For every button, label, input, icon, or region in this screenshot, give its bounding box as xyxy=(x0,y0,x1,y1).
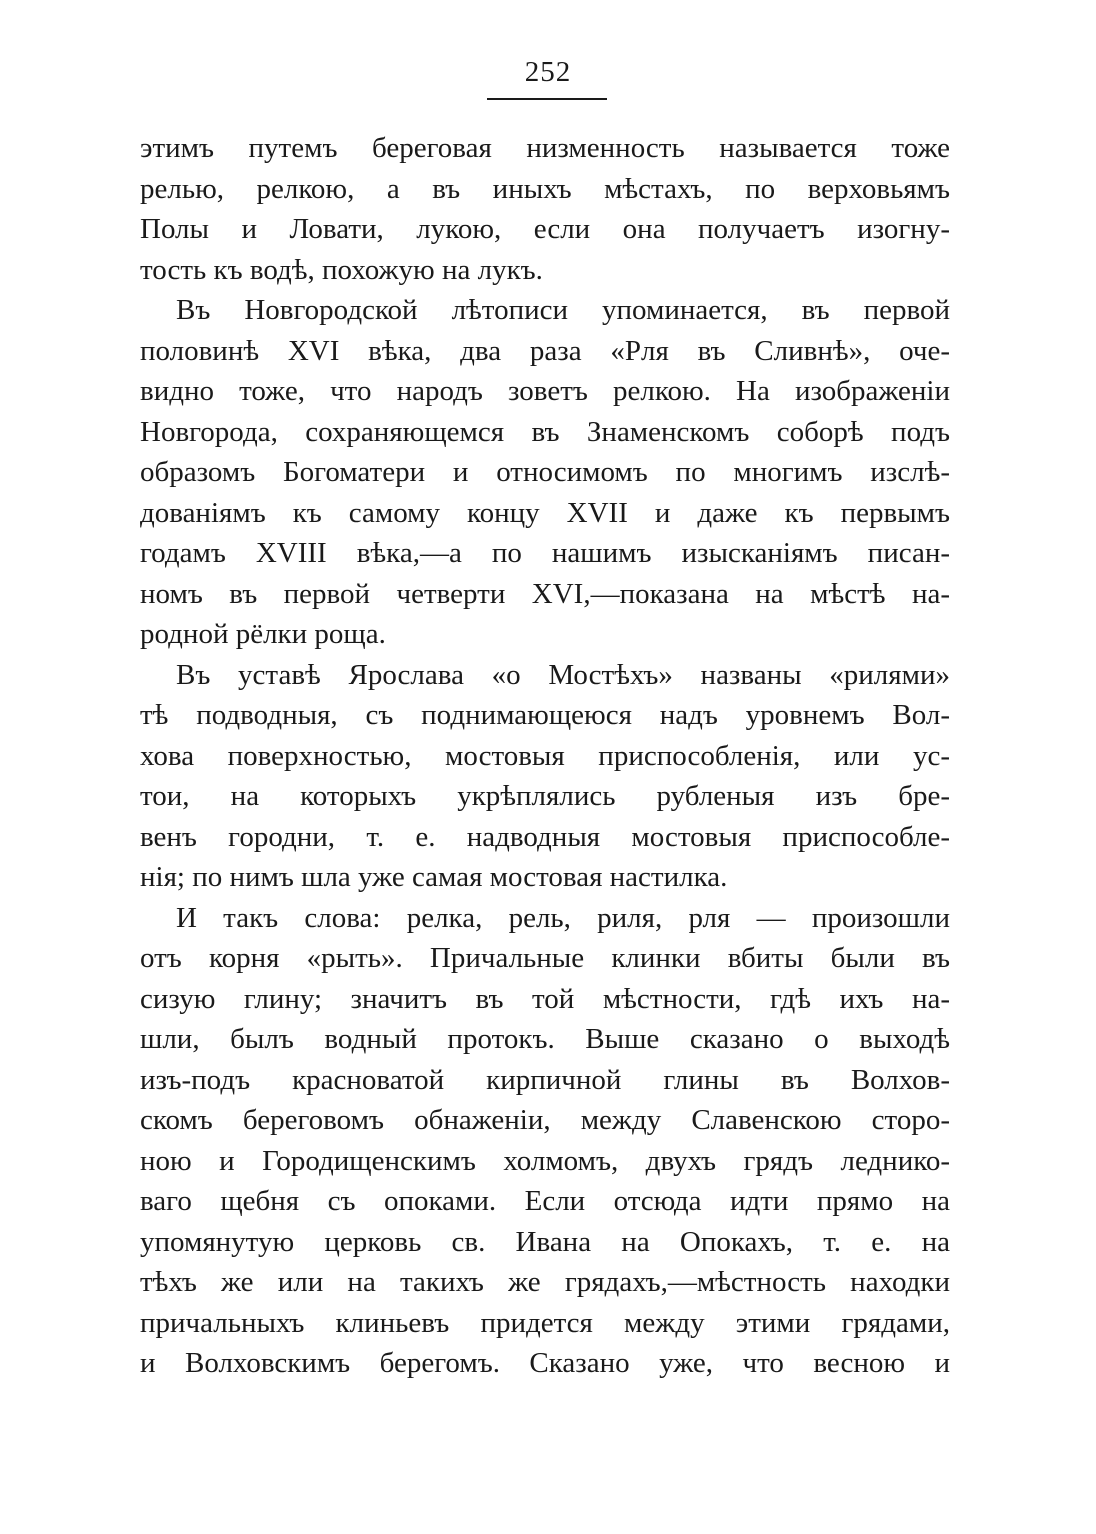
text-line: Новгорода, сохраняющемся въ Знаменскомъ соборѣ подъ xyxy=(140,415,950,448)
text-line: Въ уставѣ Ярослава «о Мостѣхъ» названы «рилями» xyxy=(176,658,950,691)
paragraph xyxy=(140,898,950,1384)
text-line: родной рёлки роща. xyxy=(140,618,386,650)
text-line: скомъ береговомъ обнаженiи, между Славенскою сторо- xyxy=(140,1104,950,1136)
text-line: И такъ слова: релка, рель, риля, рля — произошли xyxy=(176,901,950,934)
text-line: тость къ водѣ, похожую на лукъ. xyxy=(140,253,543,286)
page-number: 252 xyxy=(524,56,572,88)
body-text xyxy=(140,128,950,1384)
text-line: номъ въ первой четверти XVI,—показана на мѣстѣ на- xyxy=(140,577,950,610)
text-line: релью, релкою, а въ иныхъ мѣстахъ, по верховьямъ xyxy=(140,172,950,205)
text-line: нiя; по нимъ шла уже самая мостовая настилка. xyxy=(140,861,728,893)
text-line: ною и Городищенскимъ холмомъ, двухъ грядъ леднико- xyxy=(140,1144,950,1177)
text-line: тои, на которыхъ укрѣплялись рубленыя изъ бре- xyxy=(140,780,950,812)
text-line: образомъ Богоматери и относимомъ по многимъ изслѣ- xyxy=(140,456,950,488)
text-line: и Волховскимъ берегомъ. Сказано уже, что весною и xyxy=(140,1347,950,1379)
text-line: Въ Новгородской лѣтописи упоминается, въ первой xyxy=(176,294,950,326)
text-line: изъ-подъ красноватой кирпичной глины въ Волхов- xyxy=(140,1063,950,1096)
page-number-rule xyxy=(487,98,607,100)
text-line: этимъ путемъ береговая низменность называется тоже xyxy=(140,132,950,164)
text-line: годамъ XVIII вѣка,—а по нашимъ изысканiямъ писан- xyxy=(140,537,950,569)
paragraph xyxy=(140,128,950,290)
text-line: видно тоже, что народъ зоветъ релкою. На изображенiи xyxy=(140,375,950,407)
text-line: ваго щебня съ опоками. Если отсюда идти прямо на xyxy=(140,1185,950,1217)
text-line: тѣхъ же или на такихъ же грядахъ,—мѣстность находки xyxy=(140,1266,950,1298)
text-line: венъ городни, т. е. надводныя мостовыя приспособле- xyxy=(140,820,950,853)
text-line: шли, былъ водный протокъ. Выше сказано о выходѣ xyxy=(140,1023,950,1055)
text-line: половинѣ XVI вѣка, два раза «Рля въ Сливнѣ», оче- xyxy=(140,334,950,367)
paragraph xyxy=(140,290,950,655)
text-line: дованiямъ къ самому концу XVII и даже къ первымъ xyxy=(140,496,950,529)
text-line: упомянутую церковь св. Ивана на Опокахъ, т. е. на xyxy=(140,1225,950,1258)
paragraph xyxy=(140,655,950,898)
text-line: сизую глину; значитъ въ той мѣстности, гдѣ ихъ на- xyxy=(140,982,950,1015)
text-line: Полы и Ловати, лукою, если она получаетъ изогну- xyxy=(140,213,950,245)
text-line: хова поверхностью, мостовыя приспособленiя, или ус- xyxy=(140,739,950,772)
text-line: отъ корня «рыть». Причальные клинки вбиты были въ xyxy=(140,942,950,974)
text-line: тѣ подводныя, съ поднимающеюся надъ уровнемъ Вол- xyxy=(140,699,950,731)
text-line: причальныхъ клиньевъ придется между этими грядами, xyxy=(140,1306,950,1339)
